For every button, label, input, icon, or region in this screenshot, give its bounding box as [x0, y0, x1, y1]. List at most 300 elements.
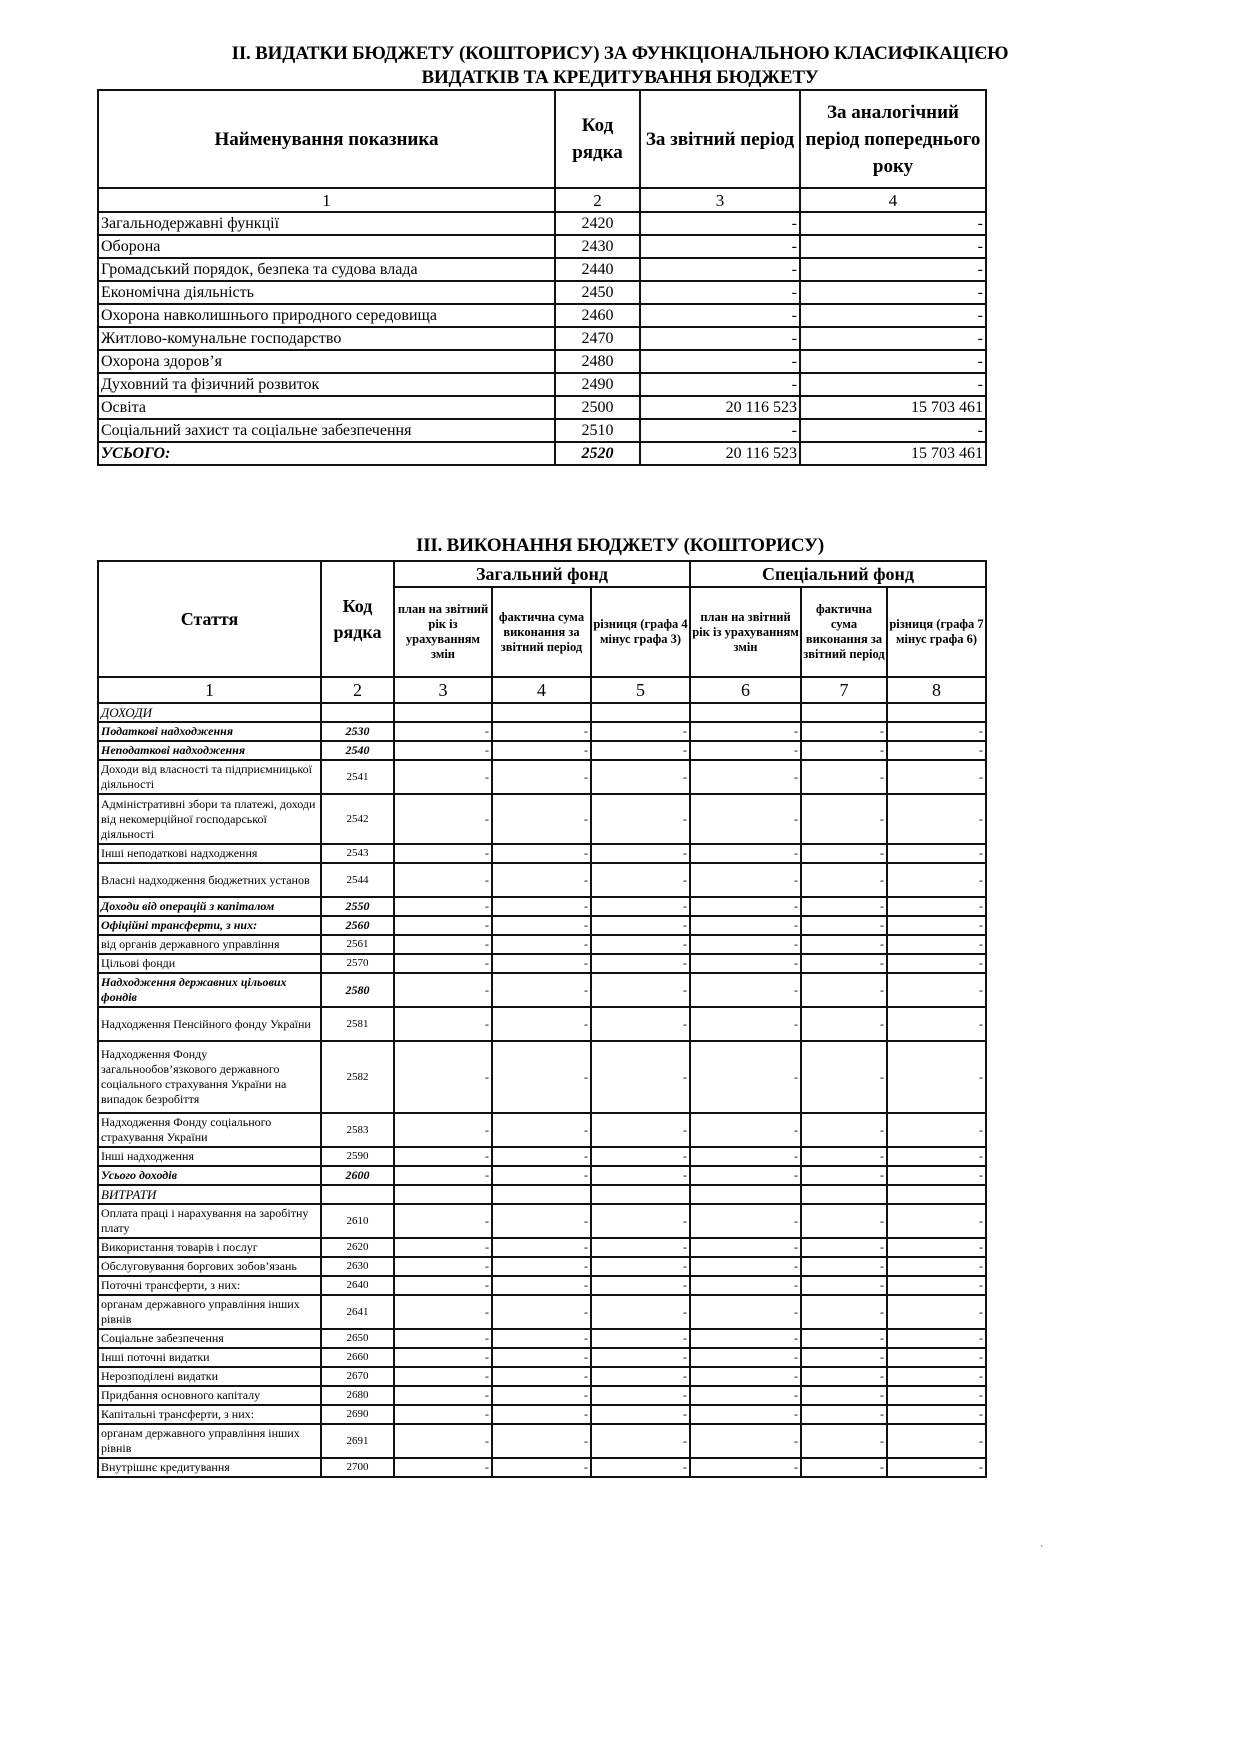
special-diff-value: - [887, 935, 986, 954]
special-plan-value: - [690, 760, 801, 794]
general-actual-value: - [492, 863, 591, 897]
article-name: Адміністративні збори та платежі, доходи від некомерційної господарської діяльності [98, 794, 321, 844]
general-diff-value: - [591, 1147, 690, 1166]
column-numbers-row [98, 677, 986, 703]
table-row [98, 1386, 986, 1405]
row-code: 2590 [321, 1147, 394, 1166]
general-plan-value: - [394, 1257, 492, 1276]
general-diff-value: - [591, 935, 690, 954]
special-diff-value: - [887, 954, 986, 973]
general-plan-value: - [394, 1348, 492, 1367]
table-row [98, 419, 986, 442]
row-code: 2480 [555, 350, 640, 373]
table-row [98, 1329, 986, 1348]
special-actual-value: - [801, 1458, 887, 1477]
row-code: 2561 [321, 935, 394, 954]
row-code: 2582 [321, 1041, 394, 1113]
row-code: 2630 [321, 1257, 394, 1276]
row-code: 2550 [321, 897, 394, 916]
previous-period-value: - [800, 327, 986, 350]
general-diff-value: - [591, 1166, 690, 1185]
general-plan-value: - [394, 1166, 492, 1185]
special-plan-value: - [690, 1113, 801, 1147]
special-diff-value: - [887, 1238, 986, 1257]
special-actual-value: - [801, 844, 887, 863]
header-special-fund: Спеціальний фонд [690, 561, 986, 587]
general-actual-value: - [492, 1113, 591, 1147]
special-diff-value: - [887, 1113, 986, 1147]
indicator-name: Громадський порядок, безпека та судова влада [98, 258, 555, 281]
row-code: 2510 [555, 419, 640, 442]
header-special-diff: різниця (графа 7 мінус графа 6) [887, 587, 986, 677]
special-actual-value: - [801, 1166, 887, 1185]
general-actual-value: - [492, 935, 591, 954]
special-diff-value: - [887, 1041, 986, 1113]
general-diff-value: - [591, 1424, 690, 1458]
general-diff-value: - [591, 1295, 690, 1329]
column-number: 4 [800, 188, 986, 212]
general-diff-value: - [591, 954, 690, 973]
previous-period-value: - [800, 419, 986, 442]
special-plan-value [690, 1185, 801, 1204]
general-plan-value: - [394, 741, 492, 760]
article-name: ДОХОДИ [98, 703, 321, 722]
row-code: 2544 [321, 863, 394, 897]
previous-period-value: - [800, 212, 986, 235]
general-actual-value: - [492, 1458, 591, 1477]
column-number: 8 [887, 677, 986, 703]
general-actual-value: - [492, 897, 591, 916]
header-reporting-period: За звітний період [640, 90, 800, 188]
special-diff-value: - [887, 1367, 986, 1386]
general-plan-value: - [394, 1295, 492, 1329]
table-row [98, 1204, 986, 1238]
general-actual-value [492, 1185, 591, 1204]
special-diff-value: - [887, 916, 986, 935]
special-plan-value: - [690, 1458, 801, 1477]
general-plan-value: - [394, 954, 492, 973]
special-diff-value: - [887, 1007, 986, 1041]
row-code: 2680 [321, 1386, 394, 1405]
table-row [98, 1113, 986, 1147]
special-diff-value: - [887, 1147, 986, 1166]
general-plan-value: - [394, 863, 492, 897]
previous-period-value: - [800, 373, 986, 396]
table-row [98, 1458, 986, 1477]
article-name: Надходження державних цільових фондів [98, 973, 321, 1007]
table-row [98, 1276, 986, 1295]
table-row [98, 973, 986, 1007]
column-number: 7 [801, 677, 887, 703]
previous-period-total: 15 703 461 [800, 442, 986, 465]
special-plan-value: - [690, 935, 801, 954]
general-actual-value: - [492, 1204, 591, 1238]
header-special-actual: фактична сума виконання за звітний період [801, 587, 887, 677]
reporting-period-value: - [640, 212, 800, 235]
reporting-period-value: - [640, 304, 800, 327]
special-diff-value: - [887, 1424, 986, 1458]
column-number: 3 [394, 677, 492, 703]
special-actual-value: - [801, 1295, 887, 1329]
general-actual-value: - [492, 1147, 591, 1166]
indicator-name: Духовний та фізичний розвиток [98, 373, 555, 396]
article-name: Неподаткові надходження [98, 741, 321, 760]
special-actual-value: - [801, 1007, 887, 1041]
special-plan-value [690, 703, 801, 722]
general-plan-value: - [394, 897, 492, 916]
special-plan-value: - [690, 722, 801, 741]
row-code: 2430 [555, 235, 640, 258]
article-name: Офіційні трансферти, з них: [98, 916, 321, 935]
header-special-plan: план на звітний рік із урахуванням змін [690, 587, 801, 677]
special-plan-value: - [690, 863, 801, 897]
general-plan-value: - [394, 1147, 492, 1166]
special-actual-value: - [801, 1041, 887, 1113]
general-diff-value: - [591, 1329, 690, 1348]
special-diff-value: - [887, 760, 986, 794]
article-name: органам державного управління інших рівнів [98, 1424, 321, 1458]
special-actual-value: - [801, 1424, 887, 1458]
reporting-period-value: - [640, 419, 800, 442]
special-actual-value: - [801, 760, 887, 794]
general-actual-value: - [492, 1367, 591, 1386]
row-code: 2520 [555, 442, 640, 465]
general-actual-value: - [492, 1007, 591, 1041]
table-row [98, 794, 986, 844]
general-actual-value: - [492, 1295, 591, 1329]
article-name: Надходження Фонду соціального страхування України [98, 1113, 321, 1147]
total-row [98, 442, 986, 465]
previous-period-value: - [800, 235, 986, 258]
article-name: Обслуговування боргових зобов’язань [98, 1257, 321, 1276]
article-name: Внутрішнє кредитування [98, 1458, 321, 1477]
scan-mark: ` [1040, 1545, 1044, 1556]
special-actual-value: - [801, 1386, 887, 1405]
reporting-period-value: - [640, 373, 800, 396]
general-diff-value: - [591, 1405, 690, 1424]
table-row [98, 897, 986, 916]
general-diff-value: - [591, 863, 690, 897]
general-actual-value: - [492, 1238, 591, 1257]
total-label: УСЬОГО: [98, 442, 555, 465]
table-row [98, 212, 986, 235]
indicator-name: Охорона навколишнього природного середовища [98, 304, 555, 327]
general-plan-value: - [394, 794, 492, 844]
article-name: Капітальні трансферти, з них: [98, 1405, 321, 1424]
special-actual-value: - [801, 1329, 887, 1348]
special-diff-value: - [887, 1204, 986, 1238]
general-plan-value: - [394, 1329, 492, 1348]
general-diff-value: - [591, 1238, 690, 1257]
general-actual-value: - [492, 722, 591, 741]
special-plan-value: - [690, 1348, 801, 1367]
row-code: 2490 [555, 373, 640, 396]
special-diff-value: - [887, 1257, 986, 1276]
row-code: 2600 [321, 1166, 394, 1185]
general-plan-value: - [394, 973, 492, 1007]
header-row-code: Код рядка [321, 561, 394, 677]
general-plan-value: - [394, 722, 492, 741]
general-actual-value: - [492, 1405, 591, 1424]
general-actual-value: - [492, 973, 591, 1007]
row-code: 2660 [321, 1348, 394, 1367]
table-row [98, 304, 986, 327]
special-diff-value: - [887, 741, 986, 760]
special-actual-value: - [801, 916, 887, 935]
row-code: 2640 [321, 1276, 394, 1295]
previous-period-value: - [800, 258, 986, 281]
general-plan-value: - [394, 1041, 492, 1113]
table-row [98, 1405, 986, 1424]
reporting-period-value: - [640, 258, 800, 281]
indicator-name: Соціальний захист та соціальне забезпечення [98, 419, 555, 442]
row-code: 2610 [321, 1204, 394, 1238]
special-actual-value: - [801, 973, 887, 1007]
special-actual-value: - [801, 1204, 887, 1238]
column-number: 2 [321, 677, 394, 703]
table-row [98, 1348, 986, 1367]
table-row [98, 844, 986, 863]
column-number: 6 [690, 677, 801, 703]
row-code: 2530 [321, 722, 394, 741]
table-row [98, 1238, 986, 1257]
row-code: 2460 [555, 304, 640, 327]
column-number: 4 [492, 677, 591, 703]
header-general-plan: план на звітний рік із урахуванням змін [394, 587, 492, 677]
table-row [98, 281, 986, 304]
previous-period-value: - [800, 304, 986, 327]
general-actual-value: - [492, 916, 591, 935]
special-plan-value: - [690, 844, 801, 863]
table-row [98, 1367, 986, 1386]
special-diff-value: - [887, 1295, 986, 1329]
header-previous-period: За аналогічний період попереднього року [800, 90, 986, 188]
general-diff-value: - [591, 1348, 690, 1367]
special-actual-value: - [801, 1113, 887, 1147]
special-diff-value: - [887, 973, 986, 1007]
special-diff-value: - [887, 1405, 986, 1424]
general-actual-value: - [492, 1386, 591, 1405]
general-diff-value: - [591, 1276, 690, 1295]
article-name: Інші поточні видатки [98, 1348, 321, 1367]
indicator-name: Житлово-комунальне господарство [98, 327, 555, 350]
special-actual-value: - [801, 935, 887, 954]
table-row [98, 258, 986, 281]
article-name: Придбання основного капіталу [98, 1386, 321, 1405]
row-code: 2620 [321, 1238, 394, 1257]
general-plan-value: - [394, 1458, 492, 1477]
column-number: 1 [98, 188, 555, 212]
special-plan-value: - [690, 1276, 801, 1295]
general-actual-value: - [492, 1166, 591, 1185]
header-general-diff: різниця (графа 4 мінус графа 3) [591, 587, 690, 677]
table-row [98, 760, 986, 794]
special-actual-value: - [801, 897, 887, 916]
indicator-name: Оборона [98, 235, 555, 258]
special-actual-value: - [801, 1257, 887, 1276]
special-diff-value: - [887, 1386, 986, 1405]
special-plan-value: - [690, 1405, 801, 1424]
indicator-name: Охорона здоров’я [98, 350, 555, 373]
general-actual-value: - [492, 1424, 591, 1458]
column-number: 5 [591, 677, 690, 703]
article-name: органам державного управління інших рівнів [98, 1295, 321, 1329]
reporting-period-total: 20 116 523 [640, 442, 800, 465]
general-plan-value: - [394, 844, 492, 863]
special-actual-value [801, 703, 887, 722]
table-row [98, 863, 986, 897]
special-plan-value: - [690, 1166, 801, 1185]
general-plan-value [394, 1185, 492, 1204]
reporting-period-value: - [640, 327, 800, 350]
row-code: 2560 [321, 916, 394, 935]
general-plan-value: - [394, 1204, 492, 1238]
special-diff-value: - [887, 897, 986, 916]
reporting-period-value: - [640, 350, 800, 373]
previous-period-value: - [800, 281, 986, 304]
special-actual-value: - [801, 954, 887, 973]
indicator-name: Економічна діяльність [98, 281, 555, 304]
header-article: Стаття [98, 561, 321, 677]
row-code: 2690 [321, 1405, 394, 1424]
row-code: 2570 [321, 954, 394, 973]
table-row [98, 350, 986, 373]
row-code: 2670 [321, 1367, 394, 1386]
special-actual-value: - [801, 1367, 887, 1386]
general-diff-value [591, 703, 690, 722]
special-plan-value: - [690, 1204, 801, 1238]
reporting-period-value: - [640, 281, 800, 304]
article-name: Надходження Фонду загальнообов’язкового державного соціального страхування України на випадок безробіття [98, 1041, 321, 1113]
special-actual-value: - [801, 1238, 887, 1257]
special-diff-value: - [887, 1329, 986, 1348]
general-diff-value [591, 1185, 690, 1204]
general-diff-value: - [591, 760, 690, 794]
header-general-actual: фактична сума виконання за звітний період [492, 587, 591, 677]
row-code: 2691 [321, 1424, 394, 1458]
general-diff-value: - [591, 844, 690, 863]
expenditure-functional-table [97, 89, 987, 466]
general-actual-value: - [492, 1348, 591, 1367]
special-actual-value: - [801, 741, 887, 760]
reporting-period-value: 20 116 523 [640, 396, 800, 419]
general-diff-value: - [591, 722, 690, 741]
row-code [321, 1185, 394, 1204]
general-diff-value: - [591, 1113, 690, 1147]
special-plan-value: - [690, 916, 801, 935]
special-plan-value: - [690, 741, 801, 760]
column-number: 1 [98, 677, 321, 703]
previous-period-value: 15 703 461 [800, 396, 986, 419]
article-name: Цільові фонди [98, 954, 321, 973]
article-name: Нерозподілені видатки [98, 1367, 321, 1386]
general-plan-value: - [394, 916, 492, 935]
general-plan-value: - [394, 1238, 492, 1257]
special-actual-value: - [801, 1147, 887, 1166]
header-general-fund: Загальний фонд [394, 561, 690, 587]
column-numbers-row [98, 188, 986, 212]
row-code: 2540 [321, 741, 394, 760]
table-row [98, 235, 986, 258]
general-actual-value: - [492, 1276, 591, 1295]
special-plan-value: - [690, 794, 801, 844]
article-name: Соціальне забезпечення [98, 1329, 321, 1348]
table-row [98, 1166, 986, 1185]
general-actual-value: - [492, 1329, 591, 1348]
section3-title: ІІІ. ВИКОНАННЯ БЮДЖЕТУ (КОШТОРИСУ) [416, 535, 824, 556]
special-diff-value: - [887, 844, 986, 863]
row-code: 2542 [321, 794, 394, 844]
section-header-row [98, 1185, 986, 1204]
table-row [98, 1041, 986, 1113]
table-row [98, 1147, 986, 1166]
article-name: Доходи від власності та підприємницької діяльності [98, 760, 321, 794]
general-plan-value: - [394, 1367, 492, 1386]
special-diff-value [887, 1185, 986, 1204]
special-actual-value: - [801, 794, 887, 844]
table-row [98, 1257, 986, 1276]
special-plan-value: - [690, 973, 801, 1007]
general-actual-value: - [492, 741, 591, 760]
row-code [321, 703, 394, 722]
article-name: ВИТРАТИ [98, 1185, 321, 1204]
section-header-row [98, 703, 986, 722]
general-actual-value [492, 703, 591, 722]
row-code: 2541 [321, 760, 394, 794]
reporting-period-value: - [640, 235, 800, 258]
row-code: 2440 [555, 258, 640, 281]
special-diff-value: - [887, 722, 986, 741]
general-plan-value: - [394, 1007, 492, 1041]
table-row [98, 741, 986, 760]
special-diff-value: - [887, 1348, 986, 1367]
table-row [98, 1424, 986, 1458]
general-actual-value: - [492, 1257, 591, 1276]
general-plan-value: - [394, 1113, 492, 1147]
special-plan-value: - [690, 954, 801, 973]
special-diff-value: - [887, 863, 986, 897]
general-diff-value: - [591, 973, 690, 1007]
special-plan-value: - [690, 1041, 801, 1113]
row-code: 2650 [321, 1329, 394, 1348]
general-actual-value: - [492, 844, 591, 863]
general-actual-value: - [492, 954, 591, 973]
article-name: Інші неподаткові надходження [98, 844, 321, 863]
general-diff-value: - [591, 1257, 690, 1276]
table-row [98, 1295, 986, 1329]
special-actual-value: - [801, 722, 887, 741]
row-code: 2470 [555, 327, 640, 350]
special-plan-value: - [690, 1329, 801, 1348]
article-name: Власні надходження бюджетних установ [98, 863, 321, 897]
article-name: Оплата праці і нарахування на заробітну плату [98, 1204, 321, 1238]
previous-period-value: - [800, 350, 986, 373]
special-diff-value: - [887, 1166, 986, 1185]
indicator-name: Освіта [98, 396, 555, 419]
row-code: 2583 [321, 1113, 394, 1147]
budget-execution-table [97, 560, 987, 1478]
article-name: Податкові надходження [98, 722, 321, 741]
section2-title-line1: ІІ. ВИДАТКИ БЮДЖЕТУ (КОШТОРИСУ) ЗА ФУНКЦІОНАЛЬНОЮ КЛАСИФІКАЦІЄЮ [231, 43, 1009, 64]
general-diff-value: - [591, 897, 690, 916]
table-row [98, 396, 986, 419]
special-diff-value: - [887, 794, 986, 844]
general-diff-value: - [591, 1458, 690, 1477]
column-number: 2 [555, 188, 640, 212]
general-diff-value: - [591, 916, 690, 935]
article-name: Поточні трансферти, з них: [98, 1276, 321, 1295]
special-actual-value: - [801, 1405, 887, 1424]
